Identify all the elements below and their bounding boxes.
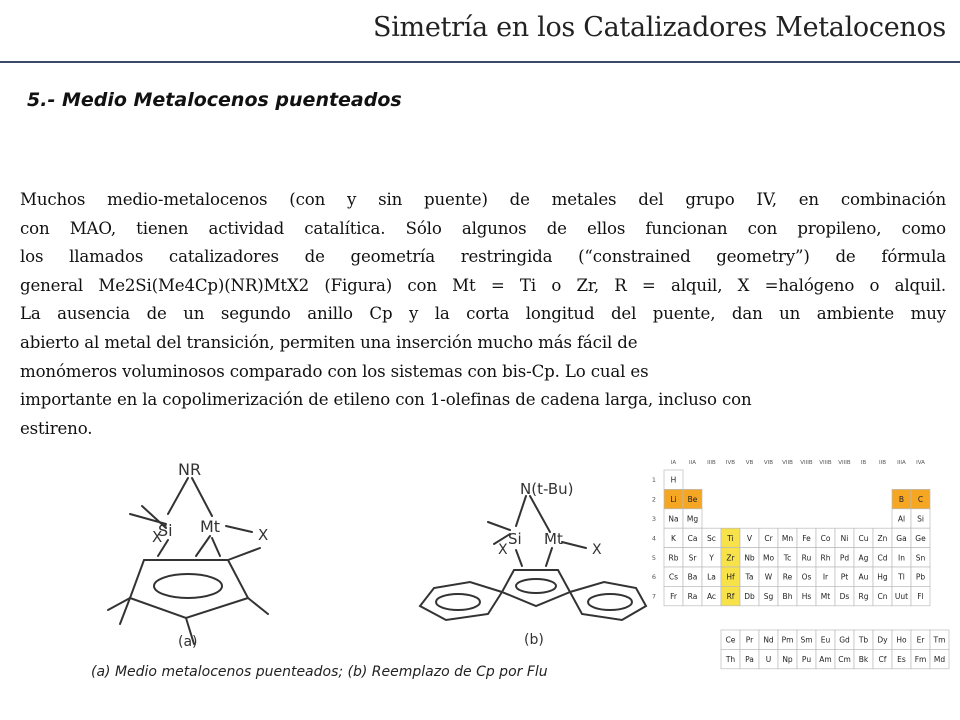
element-symbol: Gd bbox=[839, 635, 850, 645]
element-symbol: Rf bbox=[726, 592, 735, 602]
period-number: 1 bbox=[651, 476, 657, 485]
element-symbol: Mn bbox=[781, 533, 794, 543]
element-symbol: V bbox=[746, 533, 753, 543]
element-symbol: Md bbox=[933, 655, 946, 665]
element-symbol: Ir bbox=[822, 572, 829, 582]
atom-x-left: X bbox=[498, 542, 508, 558]
atom-mt: Mt bbox=[200, 517, 221, 536]
group-header: IVA bbox=[916, 460, 925, 466]
group-header: VIIIB bbox=[819, 460, 832, 466]
element-symbol: Zn bbox=[877, 533, 888, 543]
element-symbol: La bbox=[707, 572, 716, 582]
element-symbol: Dy bbox=[877, 635, 888, 645]
paragraph-line: general Me2Si(Me4Cp)(NR)MtX2 (Figura) con Mt = Ti o Zr, R = alquil, X =halógeno o alquil. bbox=[20, 275, 946, 295]
element-symbol: Uut bbox=[894, 592, 909, 602]
element-symbol: Re bbox=[782, 572, 793, 582]
element-symbol: H bbox=[670, 475, 677, 485]
element-symbol: K bbox=[671, 533, 676, 543]
period-number: 5 bbox=[651, 553, 657, 562]
element-symbol: Fm bbox=[914, 655, 927, 665]
paragraph-line: importante en la copolimerización de etileno con 1-olefinas de cadena larga, incluso con bbox=[20, 390, 752, 410]
element-symbol: Pr bbox=[745, 635, 754, 645]
element-symbol: Pd bbox=[839, 553, 850, 563]
group-header: VIIIB bbox=[838, 460, 851, 466]
group-header: IIIB bbox=[707, 460, 716, 466]
figure-b-label: (b) bbox=[524, 632, 544, 648]
group-header: IIB bbox=[878, 460, 887, 466]
element-symbol: Ag bbox=[858, 553, 869, 563]
group-header: VIIIB bbox=[800, 460, 813, 466]
slide-title: Simetría en los Catalizadores Metalocenos bbox=[373, 12, 946, 43]
atom-si: Si bbox=[158, 521, 173, 540]
atom-mt: Mt bbox=[544, 530, 563, 548]
element-symbol: Na bbox=[668, 514, 679, 524]
element-symbol: Fe bbox=[802, 533, 811, 543]
element-symbol: Tl bbox=[898, 572, 905, 582]
element-symbol: Ru bbox=[801, 553, 812, 563]
element-symbol: Si bbox=[917, 514, 924, 524]
atom-x-left: X bbox=[152, 528, 163, 546]
period-number: 6 bbox=[651, 573, 657, 582]
element-symbol: Tc bbox=[783, 553, 792, 563]
element-symbol: Mg bbox=[686, 514, 699, 524]
paragraph-line: Muchos medio-metalocenos (con y sin puente) de metales del grupo IV, en combinación bbox=[20, 190, 946, 209]
group-header: IB bbox=[860, 460, 867, 466]
element-symbol: Fl bbox=[917, 592, 924, 602]
element-symbol: Cr bbox=[764, 533, 773, 543]
paragraph-line: abierto al metal del transición, permiten una inserción mucho más fácil de bbox=[20, 332, 638, 352]
element-symbol: Ra bbox=[687, 592, 698, 602]
element-symbol: Pa bbox=[745, 655, 754, 665]
element-symbol: Cu bbox=[858, 533, 869, 543]
element-symbol: Ds bbox=[839, 592, 850, 602]
element-symbol: Rh bbox=[820, 553, 831, 563]
paragraph-line: monómeros voluminosos comparado con los sistemas con bis-Cp. Lo cual es bbox=[20, 361, 649, 381]
figure-a-label: (a) bbox=[178, 634, 198, 650]
element-symbol: Au bbox=[858, 572, 869, 582]
group-header: VIB bbox=[763, 460, 774, 466]
element-symbol: Np bbox=[782, 655, 793, 665]
paragraph-line: La ausencia de un segundo anillo Cp y la corta longitud del puente, dan un ambiente muy bbox=[20, 304, 946, 324]
body-paragraph bbox=[20, 186, 946, 443]
element-symbol: Pu bbox=[801, 655, 812, 665]
element-symbol: Y bbox=[709, 553, 714, 563]
element-symbol: Ge bbox=[915, 533, 926, 543]
element-symbol: Nb bbox=[744, 553, 755, 563]
element-symbol: W bbox=[764, 572, 773, 582]
group-header: IIIA bbox=[897, 460, 906, 466]
element-symbol: Al bbox=[897, 514, 906, 524]
element-symbol: Co bbox=[820, 533, 831, 543]
element-symbol: Sr bbox=[688, 553, 697, 563]
element-symbol: Ho bbox=[896, 635, 907, 645]
element-symbol: Be bbox=[687, 495, 698, 505]
period-number: 4 bbox=[651, 534, 657, 543]
element-symbol: Ti bbox=[727, 533, 734, 543]
element-symbol: Sn bbox=[915, 553, 926, 563]
structure-figure-a bbox=[100, 448, 320, 658]
element-symbol: Os bbox=[801, 572, 812, 582]
paragraph-line: con MAO, tienen actividad catalítica. Sólo algunos de ellos funcionan con propileno, como bbox=[20, 218, 946, 238]
element-symbol: Hf bbox=[726, 572, 735, 582]
element-symbol: Pt bbox=[840, 572, 849, 582]
element-symbol: Mo bbox=[762, 553, 775, 563]
group-header: VB bbox=[745, 460, 754, 466]
period-number: 7 bbox=[651, 592, 657, 601]
element-symbol: Zr bbox=[726, 553, 735, 563]
periodic-table bbox=[644, 452, 960, 704]
period-number: 3 bbox=[651, 515, 657, 523]
element-symbol: Sm bbox=[800, 635, 813, 645]
group-header: IVB bbox=[725, 460, 736, 466]
element-symbol: Bk bbox=[858, 655, 869, 665]
group-header: VIIB bbox=[782, 460, 793, 466]
atom-x-right: X bbox=[258, 526, 269, 544]
element-symbol: Cn bbox=[877, 592, 888, 602]
structure-figure-b bbox=[410, 470, 650, 655]
element-symbol: Es bbox=[897, 655, 906, 665]
element-symbol: Bh bbox=[782, 592, 793, 602]
element-symbol: B bbox=[898, 495, 905, 505]
atom-x-right: X bbox=[592, 542, 602, 558]
element-symbol: Pb bbox=[915, 572, 926, 582]
group-header: IIA bbox=[688, 460, 697, 466]
group-header: IA bbox=[670, 460, 677, 466]
element-symbol: C bbox=[917, 495, 924, 505]
atom-si: Si bbox=[508, 530, 522, 548]
period-number: 2 bbox=[651, 495, 657, 504]
element-symbol: Sc bbox=[707, 533, 716, 543]
element-symbol: Db bbox=[744, 592, 755, 602]
element-symbol: In bbox=[898, 553, 905, 563]
element-symbol: Am bbox=[819, 655, 832, 665]
element-symbol: Nd bbox=[763, 635, 774, 645]
element-symbol: Cf bbox=[878, 655, 887, 665]
element-symbol: Hs bbox=[801, 592, 812, 602]
paragraph-line: los llamados catalizadores de geometría restringida (“constrained geometry”) de fórmula bbox=[20, 247, 946, 267]
element-symbol: Ce bbox=[725, 635, 736, 645]
element-symbol: Ac bbox=[706, 592, 717, 602]
atom-ntbu: N(t-Bu) bbox=[520, 480, 574, 498]
element-symbol: Eu bbox=[820, 635, 831, 645]
element-symbol: Er bbox=[916, 635, 925, 645]
section-heading: 5.- Medio Metalocenos puenteados bbox=[27, 89, 402, 111]
element-symbol: Cs bbox=[668, 572, 679, 582]
element-symbol: Rb bbox=[668, 553, 679, 563]
element-symbol: Ca bbox=[687, 533, 698, 543]
element-symbol: Tb bbox=[858, 635, 869, 645]
element-symbol: Th bbox=[725, 655, 736, 665]
atom-nr: NR bbox=[178, 460, 202, 479]
element-symbol: Tm bbox=[933, 635, 946, 645]
element-symbol: Li bbox=[670, 495, 677, 505]
element-symbol: Rg bbox=[858, 592, 869, 602]
element-symbol: Pm bbox=[781, 635, 794, 645]
element-symbol: Mt bbox=[820, 592, 831, 602]
element-symbol: Cd bbox=[877, 553, 888, 563]
paragraph-line: estireno. bbox=[20, 418, 93, 438]
title-divider bbox=[0, 61, 960, 63]
element-symbol: Ni bbox=[840, 533, 849, 543]
element-symbol: Ta bbox=[745, 572, 754, 582]
element-symbol: Ga bbox=[896, 533, 907, 543]
element-symbol: Cm bbox=[838, 655, 851, 665]
figure-caption: (a) Medio metalocenos puenteados; (b) Reemplazo de Cp por Flu bbox=[91, 664, 548, 680]
element-symbol: U bbox=[765, 655, 772, 665]
element-symbol: Hg bbox=[877, 572, 888, 582]
element-symbol: Sg bbox=[763, 592, 774, 602]
element-symbol: Ba bbox=[687, 572, 698, 582]
element-symbol: Fr bbox=[670, 592, 677, 602]
